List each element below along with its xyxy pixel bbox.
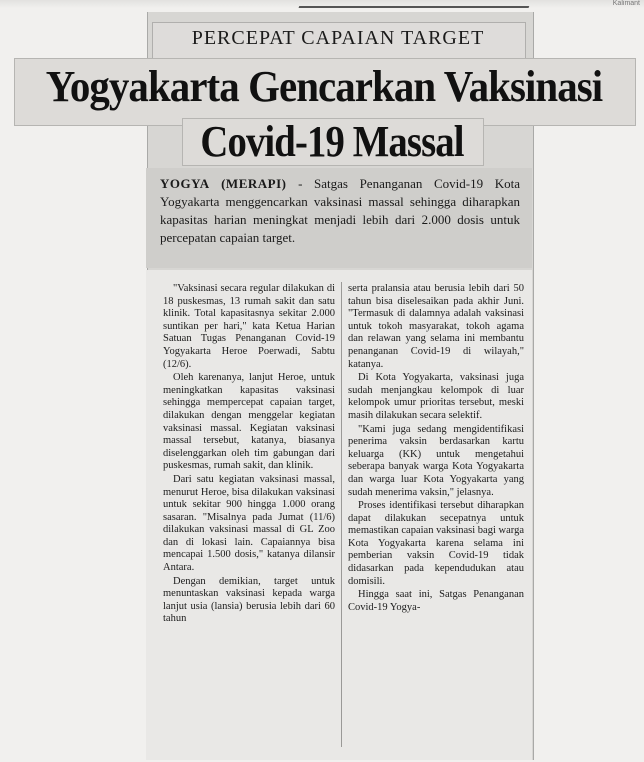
column-divider (341, 282, 342, 747)
paragraph: Di Kota Yogyakarta, vaksinasi juga sudah menjangkau kelompok di luar kelompok umur prioritas tersebut, meski masih dilakukan secara selektif. (348, 372, 524, 421)
handwritten-mark (299, 0, 532, 8)
paragraph: serta pralansia atau berusia lebih dari 50 tahun bisa diselesaikan pada akhir Juni. "Termasuk di dalamnya adalah vaksinasi untuk tokoh masyarakat, tokoh agama dan relawan yang selama ini membantu penanganan Covid-19 di wilayah," katanya. (348, 283, 524, 370)
headline-line-1: Yogyakarta Gencarkan Vaksinasi (45, 62, 603, 111)
dateline: YOGYA (MERAPI) (160, 176, 287, 191)
paragraph: "Vaksinasi secara regular dilakukan di 18 puskesmas, 13 rumah sakit dan satu klinik. Total kapasitasnya sekitar 2.000 suntikan per hari," kata Ketua Harian Satuan Tugas Penanganan Covid-19 Yogyakarta Heroe Poerwadi, Sabtu (12/6). (163, 283, 335, 370)
paragraph: "Kami juga sedang mengidentifikasi penerima vaksin berdasarkan kartu keluarga (KK) untuk mengetahui seberapa banyak warga Kota Yogyakarta dan warga luar Kota Yogyakarta yang sudah menerima vaksin," jelasnya. (348, 423, 524, 498)
headline-line-2: Covid-19 Massal (200, 117, 464, 166)
column-right (348, 283, 524, 615)
lead-text: - Satgas Penanganan Covid-19 Kota Yogyakarta menggencarkan vaksinasi massal sehingga diharapkan kapasitas harian meningkat menjadi lebih dari 2.000 dosis untuk percepatan capaian target. (160, 176, 520, 245)
paragraph: Dengan demikian, target untuk menuntaskan vaksinasi kepada warga lanjut usia (lansia) berusia lebih dari 60 tahun (163, 575, 335, 625)
article-lead (160, 175, 520, 247)
column-left (163, 283, 335, 627)
article-kicker: PERCEPAT CAPAIAN TARGET (191, 27, 485, 49)
corner-caption: Kalimant (612, 0, 640, 7)
paragraph: Hingga saat ini, Satgas Penanganan Covid-19 Yogya- (348, 589, 524, 613)
paragraph: Proses identifikasi tersebut diharapkan dapat dilakukan secepatnya untuk memastikan capaian vaksinasi bagi warga Kota Yogyakarta karena selama ini pemberian vaksin Covid-19 tidak didasarkan pada kependudukan atau domisili. (348, 500, 524, 587)
paragraph: Dari satu kegiatan vaksinasi massal, menurut Heroe, bisa dilakukan vaksinasi untuk sekitar 900 hingga 1.000 orang sasaran. "Misalnya pada Jumat (11/6) dilakukan vaksinasi massal di GL Zoo dan di lokasi lain. Capaiannya bisa mencapai 1.500 dosis," katanya dilansir Antara. (163, 473, 335, 574)
paragraph: Oleh karenanya, lanjut Heroe, untuk meningkatkan kapasitas vaksinasi sehingga mempercepat capaian target, dilakukan dengan menggelar kegiatan vaksinasi massal. Kegiatan vaksinasi massal tersebut, katanya, biasanya diselenggarkan oleh tim gabungan dari puskesmas, rumah sakit, dan klinik. (163, 372, 335, 472)
